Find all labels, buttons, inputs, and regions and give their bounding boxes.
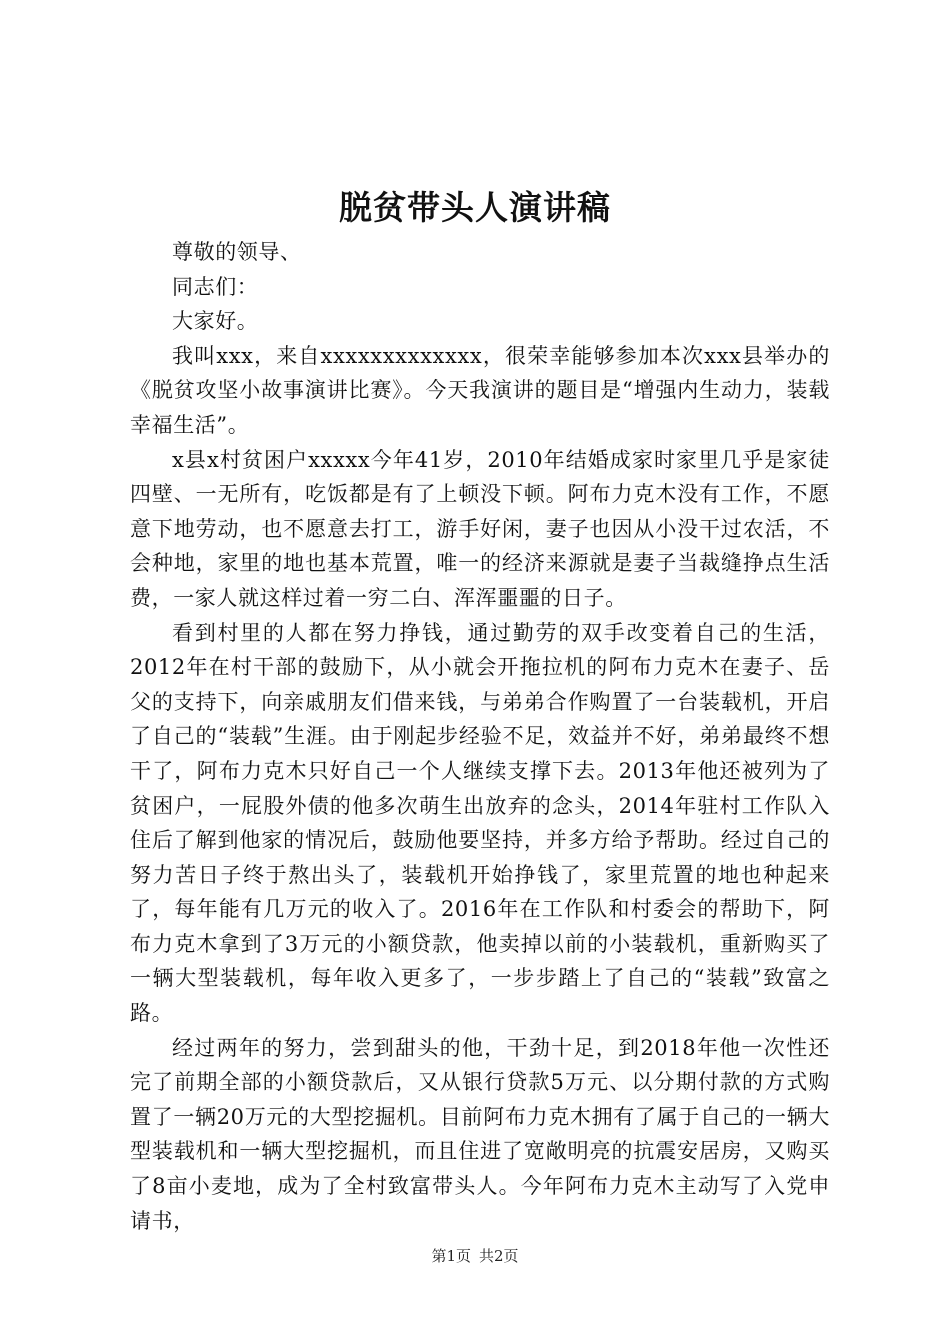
body-paragraph: x县x村贫困户xxxxx今年41岁，2010年结婚成家时家里几乎是家徒四壁、一无所有，吃饭都是有了上顿没下顿。阿布力克木没有工作，不愿意下地劳动，也不愿意去打工，游手好闲，妻子也因从小没干过农活，不会种地，家里的地也基本荒置，唯一的经济来源就是妻子当裁缝挣点生活费，一家人就这样过着一穷二白、浑浑噩噩的日子。 (130, 447, 830, 610)
salutation-line: 同志们： (172, 274, 259, 299)
body-paragraph: 我叫xxx，来自xxxxxxxxxxxxx，很荣幸能够参加本次xxx县举办的《脱贫攻坚小故事演讲比赛》。今天我演讲的题目是“增强内生动力，装载幸福生活”。 (130, 343, 830, 437)
salutation-line: 尊敬的领导、 (172, 240, 302, 264)
body-paragraph: 看到村里的人都在努力挣钱，通过勤劳的双手改变着自己的生活，2012年在村干部的鼓励下，从小就会开拖拉机的阿布力克木在妻子、岳父的支持下，向亲戚朋友们借来钱，与弟弟合作购置了一台装载机，开启了自己的“装载”生涯。由于刚起步经验不足，效益并不好，弟弟最终不想干了，阿布力克木只好自己一个人继续支撑下去。2013年他还被列为了贫困户，一屁股外债的他多次萌生出放弃的念头，2014年驻村工作队入住后了解到他家的情况后，鼓励他要坚持，并多方给予帮助。经过自己的努力苦日子终于熬出头了，装载机开始挣钱了，家里荒置的地也种起来了，每年能有几万元的收入了。2016年在工作队和村委会的帮助下，阿布力克木拿到了3万元的小额贷款，他卖掉以前的小装载机，重新购买了一辆大型装载机，每年收入更多了，一步步踏上了自己的“装载”致富之路。 (130, 620, 830, 1026)
page-number-current: 第1页 (431, 1247, 471, 1265)
body-paragraph: 经过两年的努力，尝到甜头的他，干劲十足，到2018年他一次性还完了前期全部的小额贷款后，又从银行贷款5万元、以分期付款的方式购置了一辆20万元的大型挖掘机。目前阿布力克木拥有了属于自己的一辆大型装载机和一辆大型挖掘机，而且住进了宽敞明亮的抗震安居房，又购买了8亩小麦地，成为了全村致富带头人。今年阿布力克木主动写了入党申请书， (130, 1035, 830, 1233)
document-title: 脱贫带头人演讲稿 (339, 188, 611, 227)
page-footer (0, 1244, 950, 1268)
document-body (130, 235, 830, 1238)
page-number-total: 共2页 (479, 1247, 519, 1265)
greeting-line: 大家好。 (172, 309, 259, 334)
